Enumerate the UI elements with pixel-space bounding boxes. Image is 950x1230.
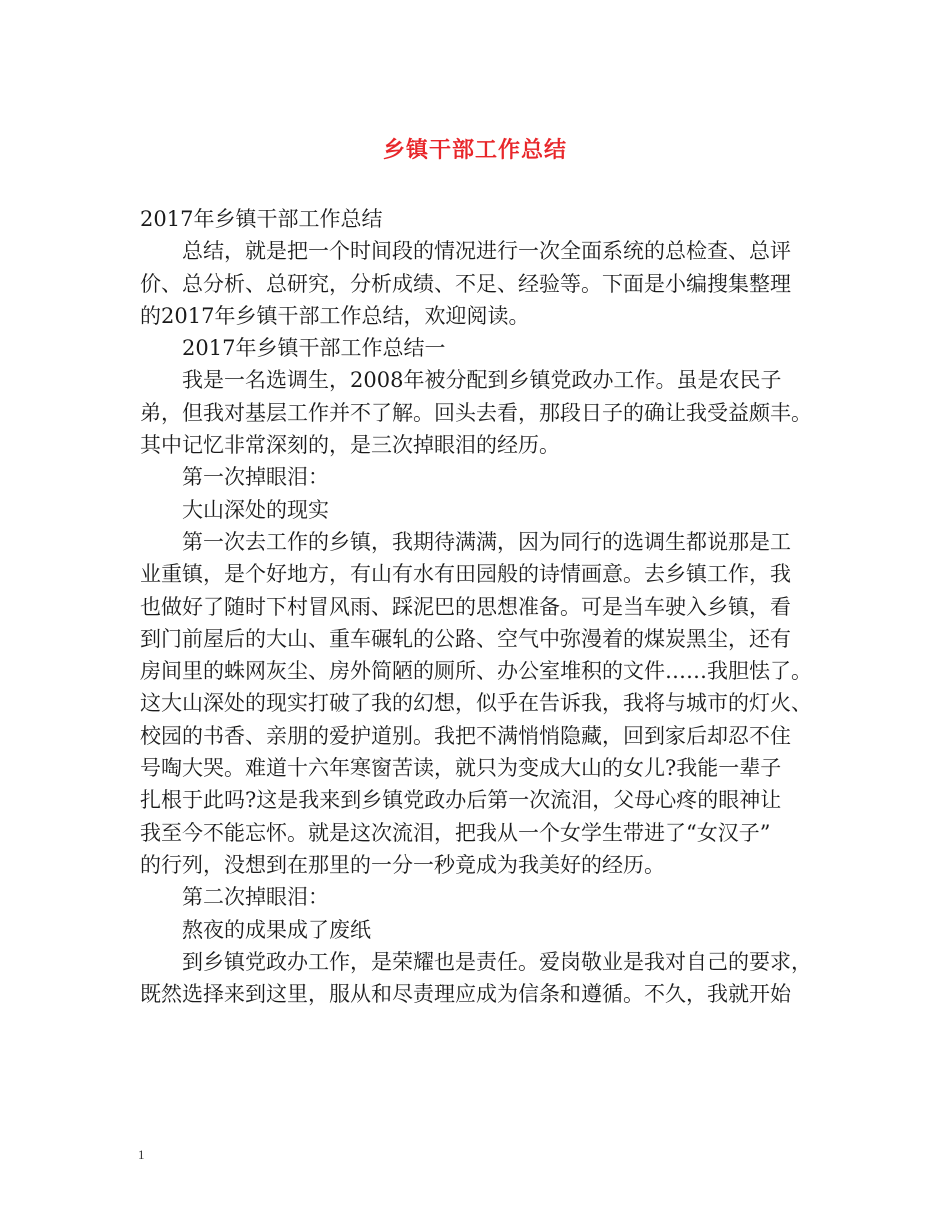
text-line: 也做好了随时下村冒风雨、踩泥巴的思想准备。可是当车驶入乡镇，看 [140,594,791,619]
text-line: 大山深处的现实 [182,497,329,522]
text-line: 号啕大哭。难道十六年寒窗苦读，就只为变成大山的女儿?我能一辈子 [140,756,782,781]
text-line: 我是一名选调生，2008年被分配到乡镇党政办工作。虽是农民子 [182,368,782,393]
page-number: 1 [138,1147,145,1162]
text-line: 我至今不能忘怀。就是这次流泪，把我从一个女学生带进了“女汉子” [140,820,771,845]
document-body [140,203,820,1010]
text-line: 扎根于此吗?这是我来到乡镇党政办后第一次流泪，父母心疼的眼神让 [140,788,782,813]
text-line: 业重镇，是个好地方，有山有水有田园般的诗情画意。去乡镇工作，我 [140,562,791,587]
text-line: 熬夜的成果成了废纸 [182,917,371,942]
text-line: 到门前屋后的大山、重车碾轧的公路、空气中弥漫着的煤炭黑尘，还有 [140,626,791,651]
text-line: 第一次掉眼泪： [182,465,329,490]
text-line: 2017年乡镇干部工作总结 [140,207,383,231]
text-line: 房间里的蛛网灰尘、房外简陋的厕所、办公室堆积的文件……我胆怯了。 [140,659,812,684]
text-line: 这大山深处的现实打破了我的幻想，似乎在告诉我，我将与城市的灯火、 [140,691,812,716]
text-line: 总结，就是把一个时间段的情况进行一次全面系统的总检查、总评 [182,239,791,264]
text-line: 的2017年乡镇干部工作总结，欢迎阅读。 [140,303,530,328]
text-line: 第一次去工作的乡镇，我期待满满，因为同行的选调生都说那是工 [182,529,791,554]
text-line: 的行列，没想到在那里的一分一秒竟成为我美好的经历。 [140,852,665,877]
text-line: 价、总分析、总研究，分析成绩、不足、经验等。下面是小编搜集整理 [140,271,791,296]
text-line: 第二次掉眼泪： [182,885,329,910]
text-line: 其中记忆非常深刻的，是三次掉眼泪的经历。 [140,433,560,458]
document-title: 乡镇干部工作总结 [382,138,567,163]
text-line: 校园的书香、亲朋的爱护道别。我把不满悄悄隐藏，回到家后却忍不住 [140,723,791,748]
text-line: 弟，但我对基层工作并不了解。回头去看，那段日子的确让我受益颇丰。 [140,400,812,425]
text-line: 既然选择来到这里，服从和尽责理应成为信条和遵循。不久，我就开始 [140,982,791,1007]
text-line: 到乡镇党政办工作，是荣耀也是责任。爱岗敬业是我对自己的要求， [182,949,812,974]
text-line: 2017年乡镇干部工作总结一 [182,336,446,361]
